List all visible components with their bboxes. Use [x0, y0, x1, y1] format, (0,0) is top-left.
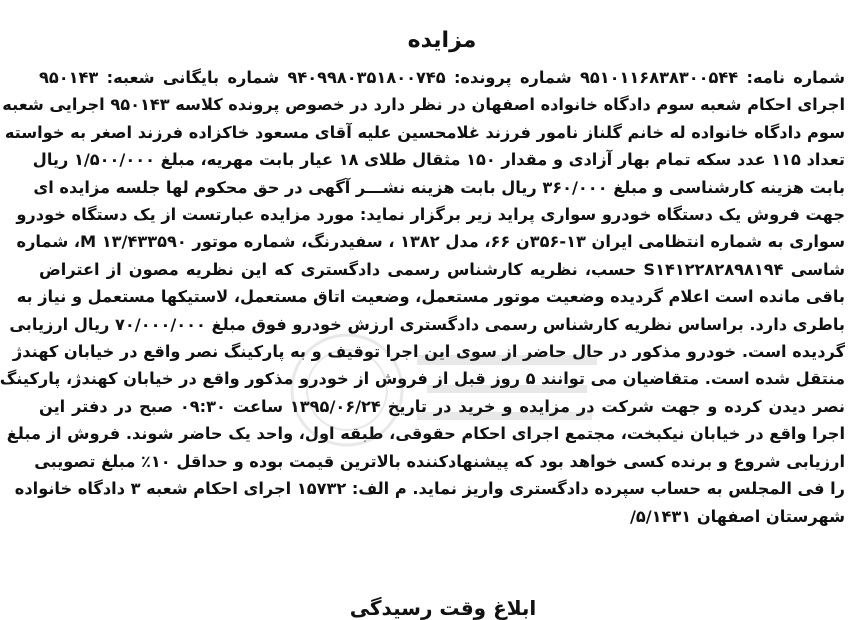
notice-line: شماره نامه: ۹۵۱۰۱۱۶۸۳۸۳۰۰۵۴۴ شماره پرونده: ۹۴۰۹۹۸۰۳۵۱۸۰۰۷۴۵ شماره بایگانی شعبه: ۹۵۰۱۴۳: [39, 68, 845, 87]
notice-line: سواری به شماره انتظامی ایران ۱۳-۳۵۶ن ۶۶، مدل ۱۳۸۲ ، سفیدرنگ، شماره موتور M ۱۳/۴۳۳۵۹۰، شماره: [16, 232, 845, 252]
next-notice-title: ابلاغ وقت رسیدگی: [349, 596, 537, 620]
notice-line: باقی مانده است اعلام گردیده وضعیت موتور مستعمل، وضعیت اتاق مستعمل، لاستیکها مستعمل و نیاز به: [16, 287, 845, 307]
notice-line: منتقل شده است. متقاضیان می توانند ۵ روز قبل از فروش از خودرو مذکور واقع در خیابان کهندژ، پارکینگ: [0, 369, 845, 389]
notice-line: تعداد ۱۱۵ عدد سکه تمام بهار آزادی و مقدار ۱۵۰ مثقال طلای ۱۸ عیار بابت مهریه، مبلغ ۱/۵۰۰/۰۰۰ ریال: [32, 150, 845, 170]
notice-title: مزایده: [407, 28, 477, 53]
notice-line: شهرستان اصفهان ۵/۱۴۳۱/: [629, 506, 845, 526]
notice-line: گردیده است. خودرو مذکور در حال حاضر از سوی این اجرا توقیف و به پارکینگ نصر واقع در خیابان کهندژ: [12, 342, 845, 362]
notice-line: باطری دارد. براساس نظریه کارشناس رسمی دادگستری ارزش خودرو فوق مبلغ ۷۰/۰۰۰/۰۰۰ ریال ارزیابی: [9, 314, 845, 334]
notice-line: نصر دیدن کرده و جهت شرکت در مزایده و خرید در تاریخ ۱۳۹۵/۰۶/۲۴ ساعت ۰۹:۳۰ صبح در دفتر این: [39, 396, 845, 416]
notice-line: بابت هزینه کارشناسی و مبلغ ۳۶۰/۰۰۰ ریال بابت هزینه نشـــر آگهی در حق محکوم لها جلسه مزایده ای: [33, 177, 845, 197]
notice-body: [0, 64, 845, 530]
notice-line: ارزیابی شروع و برنده کسی خواهد بود که پیشنهادکننده بالاترین قیمت بوده و حداقل ۱۰٪ مبلغ تصویبی: [34, 451, 845, 471]
notice-line: سوم دادگاه خانواده له خانم گلناز نامور فرزند غلامحسین علیه آقای مسعود خاکزاده فرزند اصغر به خواسته: [4, 122, 845, 142]
notice-line: اجرا واقع در خیابان نیکبخت، مجتمع اجرای احکام حقوقی، طبقه اول، واحد یک حاضر شوند. فروش از مبلغ: [6, 424, 845, 444]
notice-line: را فی المجلس به حساب سپرده دادگستری واریز نماید. م الف: ۱۵۷۳۲ اجرای احکام شعبه ۳ دادگاه خانواده: [14, 479, 845, 499]
notice-line: جهت فروش یک دستگاه خودرو سواری پراید زیر برگزار نماید: مورد مزایده عبارتست از یک دستگاه خودرو: [16, 205, 845, 225]
notice-line: شاسی S۱۴۱۲۲۸۲۸۹۸۱۹۴ حسب، نظریه کارشناس رسمی دادگستری که این نظریه مصون از اعتراض: [39, 259, 845, 279]
notice-line: اجرای احکام شعبه سوم دادگاه خانواده اصفهان در نظر دارد در خصوص پرونده کلاسه ۹۵۰۱۴۳ اجرایی شعبه: [2, 95, 845, 115]
